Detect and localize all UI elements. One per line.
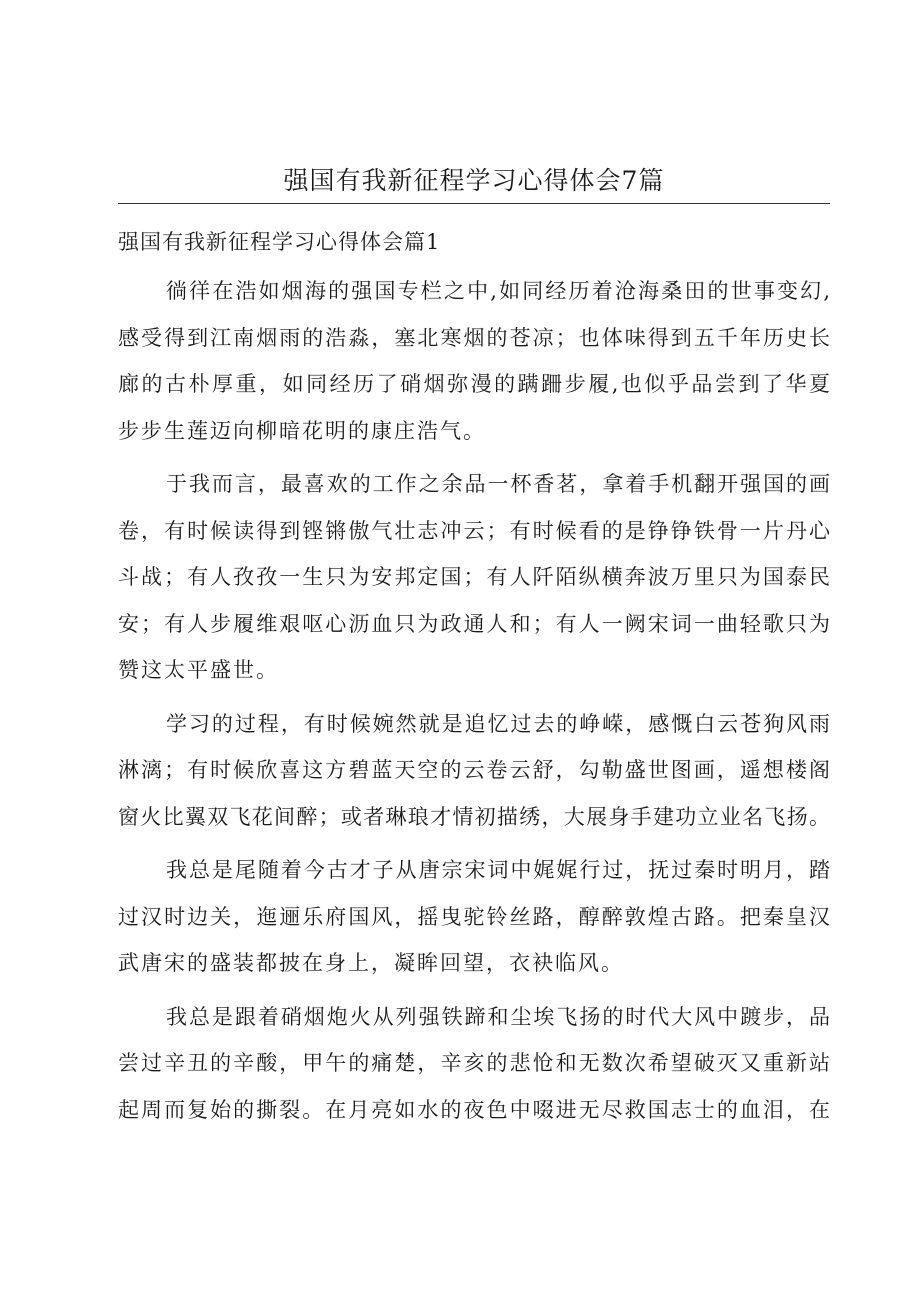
text-line: 徜徉在浩如烟海的强国专栏之中,如同经历着沧海桑田的世事变幻, (166, 279, 830, 303)
text-line: 斗战；有人孜孜一生只为安邦定国；有人阡陌纵横奔波万里只为国泰民 (118, 565, 830, 589)
title-underline (118, 203, 830, 204)
text-line: 淋漓；有时候欣喜这方碧蓝天空的云卷云舒，勾勒盛世图画，遥想楼阁 (118, 758, 830, 782)
text-line: 窗火比翼双飞花间醉；或者琳琅才情初描绣，大展身手建功立业名飞扬。 (118, 804, 830, 829)
text-line: 过汉时边关，迤逦乐府国风，摇曳驼铃丝路，醇醉敦煌古路。把秦皇汉 (118, 904, 830, 929)
text-line: 我总是跟着硝烟炮火从列强铁蹄和尘埃飞扬的时代大风中踱步，品 (166, 1004, 830, 1029)
text-line: 尝过辛丑的辛酸，甲午的痛楚，辛亥的悲怆和无数次希望破灭又重新站 (118, 1051, 830, 1075)
body-text (118, 268, 830, 1140)
text-line: 廊的古朴厚重，如同经历了硝烟弥漫的蹒跚步履,也似乎品尝到了华夏 (118, 372, 830, 396)
text-line: 感受得到江南烟雨的浩淼，塞北寒烟的苍凉；也体味得到五千年历史长 (118, 325, 830, 350)
text-line: 起周而复始的撕裂。在月亮如水的夜色中啜进无尽救国志士的血泪，在 (118, 1097, 830, 1122)
text-line: 卷，有时候读得到铿锵傲气壮志冲云；有时候看的是铮铮铁骨一片丹心 (118, 518, 830, 543)
paragraph (118, 994, 830, 1134)
paragraph (118, 268, 830, 454)
text-line: 安；有人步履维艰呕心沥血只为政通人和；有人一阙宋词一曲轻歌只为 (118, 611, 830, 636)
section-heading: 强国有我新征程学习心得体会篇1 (118, 230, 441, 254)
text-line: 学习的过程，有时候婉然就是追忆过去的峥嵘，感慨白云苍狗风雨 (166, 711, 830, 736)
document-title: 强国有我新征程学习心得体会7篇 (283, 166, 665, 195)
paragraph (118, 847, 830, 987)
text-line: 步步生莲迈向柳暗花明的康庄浩气。 (118, 418, 486, 443)
text-line: 于我而言，最喜欢的工作之余品一杯香茗，拿着手机翻开强国的画 (166, 472, 830, 496)
paragraph (118, 461, 830, 694)
text-line: 我总是尾随着今古才子从唐宗宋词中娓娓行过，抚过秦时明月，踏 (166, 858, 830, 882)
text-line: 武唐宋的盛装都披在身上，凝眸回望，衣袂临风。 (118, 951, 624, 975)
text-line: 赞这太平盛世。 (118, 658, 279, 682)
paragraph (118, 701, 830, 841)
